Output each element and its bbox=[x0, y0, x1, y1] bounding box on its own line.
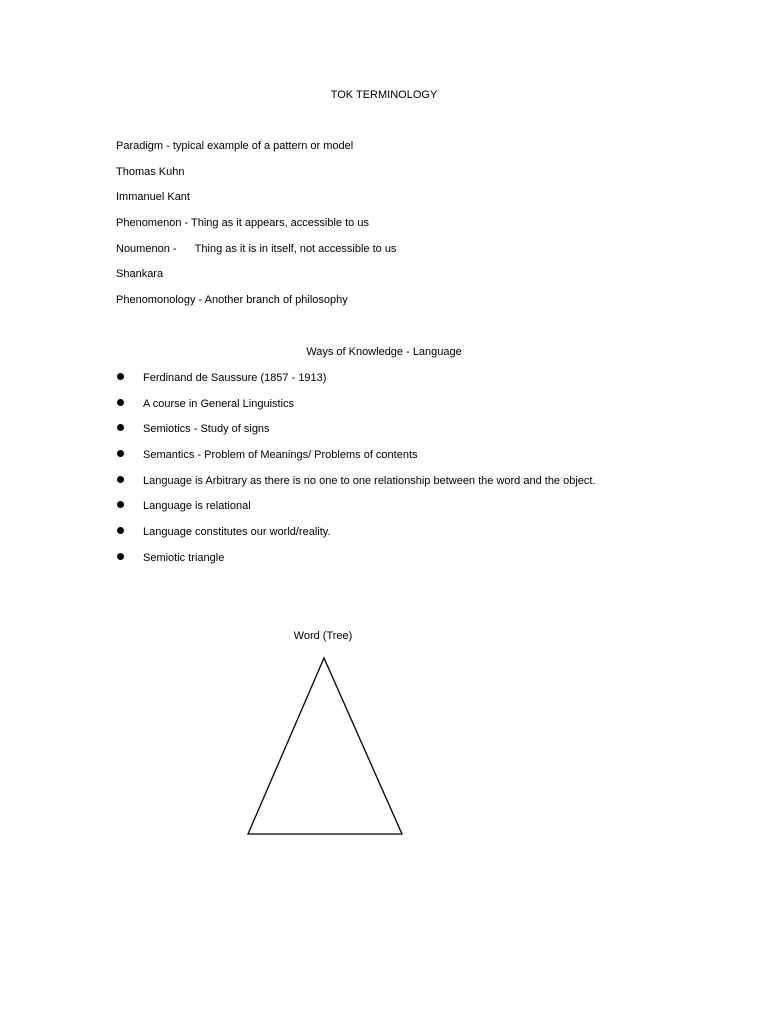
triangle-label: Word (Tree) bbox=[293, 630, 353, 642]
bullet-icon bbox=[117, 553, 124, 560]
term-paradigm: Paradigm - typical example of a pattern or model bbox=[116, 140, 354, 152]
term-phenomonology: Phenomonology - Another branch of philosophy bbox=[116, 294, 348, 307]
list-item-text: Semantics - Problem of Meanings/ Problems of contents bbox=[143, 449, 418, 462]
list-item bbox=[116, 474, 596, 500]
list-item-text: Ferdinand de Saussure (1857 - 1913) bbox=[143, 372, 327, 384]
term-shankara: Shankara bbox=[116, 268, 164, 281]
list-item-text: Semiotics - Study of signs bbox=[143, 423, 270, 436]
page-title: TOK TERMINOLOGY bbox=[330, 89, 438, 101]
bullet-icon bbox=[117, 373, 124, 380]
triangle-shape bbox=[248, 658, 402, 834]
term-noumenon: Noumenon - Thing as it is in itself, not accessible to us bbox=[116, 242, 397, 255]
list-item bbox=[116, 422, 596, 448]
bullet-icon bbox=[117, 476, 124, 483]
bullet-icon bbox=[117, 501, 124, 508]
bullet-icon bbox=[117, 450, 124, 457]
list-item bbox=[116, 397, 596, 423]
list-item bbox=[116, 448, 596, 474]
bullet-icon bbox=[117, 424, 124, 431]
term-thomas-kuhn: Thomas Kuhn bbox=[116, 165, 185, 178]
list-item bbox=[116, 371, 596, 397]
list-item-text: Language is relational bbox=[143, 500, 251, 513]
bullet-list bbox=[116, 371, 596, 577]
semiotic-triangle bbox=[240, 650, 410, 842]
list-item-text: Language constitutes our world/reality. bbox=[143, 526, 331, 539]
list-item-text: Language is Arbitrary as there is no one to one relationship between the word and the object. bbox=[143, 474, 596, 487]
term-immanuel-kant: Immanuel Kant bbox=[116, 191, 190, 204]
list-item bbox=[116, 551, 596, 577]
terminology-list bbox=[116, 139, 396, 319]
section-heading: Ways of Knowledge - Language bbox=[306, 346, 462, 358]
list-item bbox=[116, 525, 596, 551]
bullet-icon bbox=[117, 527, 124, 534]
bullet-icon bbox=[117, 399, 124, 406]
list-item-text: A course in General Linguistics bbox=[143, 397, 295, 410]
list-item-text: Semiotic triangle bbox=[143, 551, 225, 564]
list-item bbox=[116, 499, 596, 525]
term-phenomenon: Phenomenon - Thing as it appears, accessible to us bbox=[116, 217, 369, 230]
